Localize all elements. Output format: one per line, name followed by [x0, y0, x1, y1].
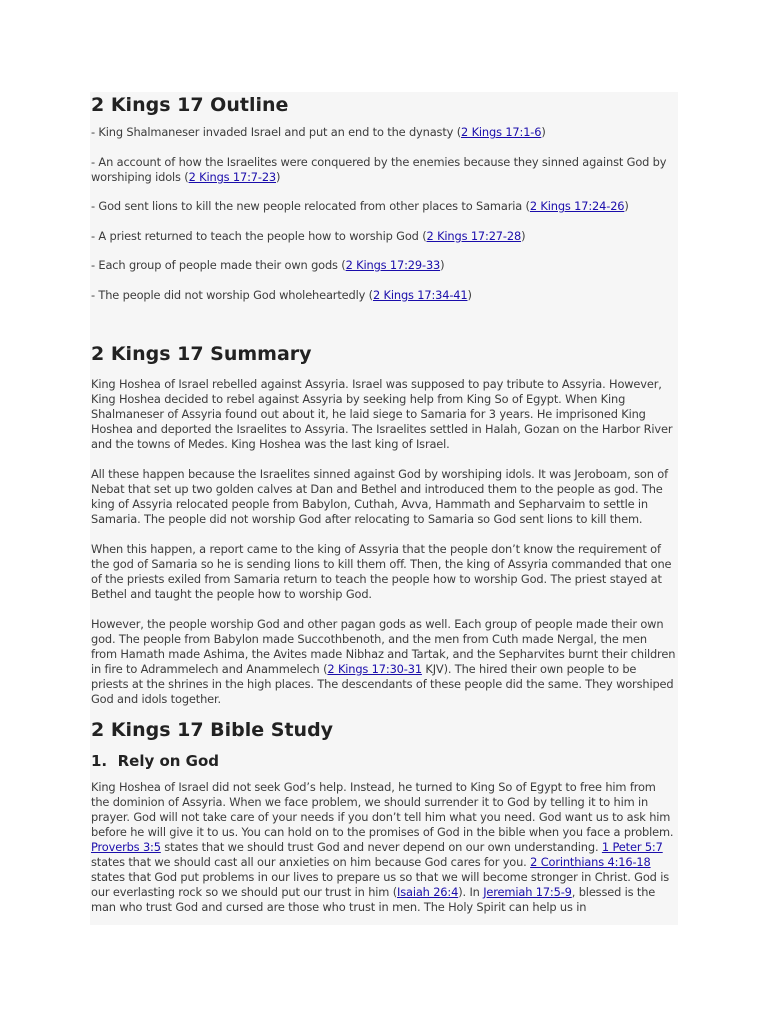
verse-link[interactable]: 2 Kings 17:24-26: [529, 199, 625, 213]
verse-link[interactable]: 2 Kings 17:34-41: [372, 287, 468, 302]
study-paragraph: King Hoshea of Israel did not seek God’s help. Instead, he turned to King So of Egypt to free him from the dominion of Assyria. When we face problem, we should surrender it to God by telling it to him in prayer. God will not take care of your needs if you don’t tell him what you need. God want us to ask him before he will give it to us. You can hold on to the promises of God in the bible when you face a problem. Proverbs 3:5 states that we should trust God and never depend on our own understanding. 1 Peter 5:7 states that we should cast all our anxieties on him because God cares for you. 2 Corinthians 4:16-18 states that God put problems in our lives to prepare us so that we will become stronger in Christ. God is our everlasting rock so we should put our trust in him (Isaiah 26:4). In Jeremiah 17:5-9, blessed is the man who trust God and cursed are those who trust in men. The Holy Spirit can help us in: [91, 779, 674, 914]
outline-heading: 2 Kings 17 Outline: [91, 94, 289, 116]
verse-link[interactable]: 2 Kings 17:29-33: [345, 258, 441, 272]
outline-item: - Each group of people made their own gods (2 Kings 17:29-33): [91, 258, 445, 272]
outline-item: - God sent lions to kill the new people relocated from other places to Samaria (2 Kings 17:24-26): [91, 199, 629, 213]
verse-link[interactable]: Jeremiah 17:5-9: [483, 884, 572, 899]
summary-paragraph: When this happen, a report came to the king of Assyria that the people don’t know the requirement of the god of Samaria so he is sending lions to kill them off. Then, the king of Assyria commanded that one of the priests exiled from Samaria return to teach the people how to worship God. The priest stayed at Bethel and taught the people how to worship God.: [91, 541, 672, 601]
outline-list: [91, 125, 676, 303]
study-heading: 2 Kings 17 Bible Study: [91, 718, 334, 741]
summary-heading: 2 Kings 17 Summary: [91, 342, 312, 365]
verse-link[interactable]: 2 Corinthians 4:16-18: [530, 854, 651, 869]
summary-section: [91, 377, 676, 707]
point-number: 1.: [91, 751, 108, 770]
outline-item: - The people did not worship God wholeheartedly (2 Kings 17:34-41): [91, 287, 472, 302]
verse-link[interactable]: 2 Kings 17:7-23: [188, 169, 277, 184]
study-section: [91, 780, 676, 915]
study-point-heading: [91, 751, 676, 771]
outline-item: - A priest returned to teach the people how to worship God (2 Kings 17:27-28): [91, 228, 526, 243]
verse-link[interactable]: 2 Kings 17:1-6: [461, 125, 542, 139]
verse-link[interactable]: 2 Kings 17:30-31: [327, 661, 422, 676]
summary-paragraph: All these happen because the Israelites sinned against God by worshiping idols. It was Jeroboam, son of Nebat that set up two golden calves at Dan and Bethel and introduced them to the people as god. The king of Assyria relocated people from Babylon, Cuthah, Avva, Hammath and Sepharvaim to settle in Samaria. The people did not worship God after relocating to Samaria so God sent lions to kill them.: [91, 466, 668, 526]
verse-link[interactable]: 1 Peter 5:7: [601, 839, 663, 854]
summary-paragraph: King Hoshea of Israel rebelled against Assyria. Israel was supposed to pay tribute to Assyria. However, King Hoshea decided to rebel against Assyria by seeking help from King So of Egypt. When King Shalmaneser of Assyria found out about it, he laid siege to Samaria for 3 years. He imprisoned King Hoshea and deported the Israelites to Assyria. The Israelites settled in Halah, Gozan on the Harbor River and the towns of Medes. King Hoshea was the last king of Israel.: [91, 376, 673, 451]
document-page: [90, 92, 678, 925]
outline-item: - An account of how the Israelites were conquered by the enemies because they sinned against God by worshiping idols (2 Kings 17:7-23): [91, 154, 667, 184]
point-title: Rely on God: [117, 751, 220, 770]
verse-link[interactable]: 2 Kings 17:27-28: [426, 228, 522, 243]
summary-paragraph: However, the people worship God and other pagan gods as well. Each group of people made their own god. The people from Babylon made Succothbenoth, and the men from Cuth made Nergal, the men from Hamath made Ashima, the Avites made Nibhaz and Tartak, and the Sepharvites burnt their children in fire to Adrammelech and Anammelech (2 Kings 17:30-31 KJV). The hired their own people to be priests at the shrines in the high places. The descendants of these people did the same. They worshiped God and idols together.: [91, 616, 676, 706]
verse-link[interactable]: Isaiah 26:4: [397, 884, 459, 899]
outline-item: - King Shalmaneser invaded Israel and put an end to the dynasty (2 Kings 17:1-6): [91, 125, 546, 139]
verse-link[interactable]: Proverbs 3:5: [91, 839, 161, 854]
document-content: [90, 92, 678, 915]
